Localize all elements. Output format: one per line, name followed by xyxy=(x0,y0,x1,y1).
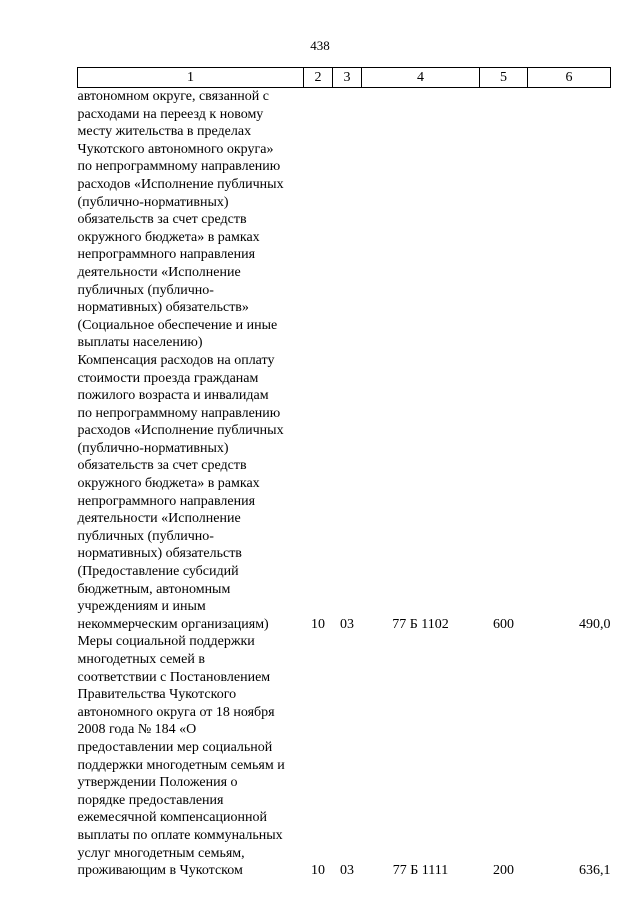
row-amount: 636,1 xyxy=(579,863,611,879)
header-row xyxy=(78,68,611,88)
row-description: Меры социальной поддержки многодетных семей в соответствии с Постановлением Правительства Чукотского автономного округа от 18 ноября 2008 года № 184 «О предоставлении мер социальной поддержки многодетным семьям и утверждении Положения о порядке предоставления ежемесячной компенсационной выплаты по оплате коммунальных услуг многодетным семьям, проживающим в Чукотском xyxy=(77,634,285,879)
row-subsection xyxy=(333,88,362,352)
budget-table xyxy=(77,67,611,880)
row-expense-type: 600 xyxy=(493,616,514,632)
column-header-6: 6 xyxy=(528,68,611,88)
column-header-2: 2 xyxy=(304,68,333,88)
row-subsection: 03 xyxy=(340,616,354,632)
row-section: 10 xyxy=(311,616,325,632)
row-section xyxy=(304,88,333,352)
row-expense-type: 200 xyxy=(493,863,514,879)
row-amount: 490,0 xyxy=(579,616,611,632)
table-row xyxy=(78,633,611,879)
row-amount xyxy=(528,88,611,352)
row-expense-type xyxy=(480,88,528,352)
table-row xyxy=(78,352,611,634)
table-row xyxy=(78,88,611,352)
page-number: 438 xyxy=(310,38,330,53)
column-header-1: 1 xyxy=(78,68,304,88)
row-description: автономном округе, связанной с расходами на переезд к новому месту жительства в пределах Чукотского автономного округа» по непрограммному направлению расходов «Исполнение публичных (публично-нормативных) обязательств за счет средств окружного бюджета» в рамках непрограммного направления деятельности «Исполнение публичных (публично- нормативных) обязательств» (Социальное обеспечение и иные выплаты населению) xyxy=(77,89,284,351)
row-section: 10 xyxy=(311,863,325,879)
row-subsection: 03 xyxy=(340,863,354,879)
row-target: 77 Б 1102 xyxy=(392,616,449,632)
row-target xyxy=(362,88,480,352)
column-header-5: 5 xyxy=(480,68,528,88)
row-target: 77 Б 1111 xyxy=(392,863,449,879)
column-header-4: 4 xyxy=(362,68,480,88)
row-description: Компенсация расходов на оплату стоимости проезда гражданам пожилого возраста и инвалидам по непрограммному направлению расходов «Исполнение публичных (публично-нормативных) обязательств за счет средств окружного бюджета» в рамках непрограммного направления деятельности «Исполнение публичных (публично- нормативных) обязательств (Предоставление субсидий бюджетным, автономным учреждениям и иным некоммерческим организациям) xyxy=(77,352,284,632)
column-header-3: 3 xyxy=(333,68,362,88)
